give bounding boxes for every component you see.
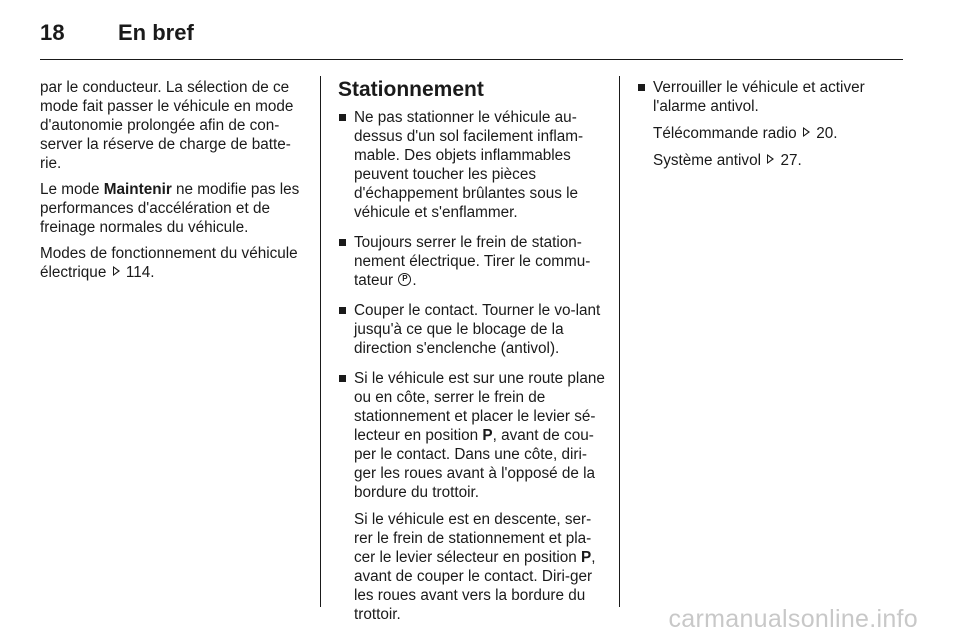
reference-arrow-icon bbox=[803, 127, 810, 137]
reference-antitheft bbox=[653, 151, 899, 170]
header-rule bbox=[40, 59, 903, 60]
column-right bbox=[637, 78, 899, 178]
list-item bbox=[338, 369, 606, 624]
list-item-text: Couper le contact. Tourner le vo-lant jusqu'à ce que le blocage de la direction s'enclenche (antivol). bbox=[354, 302, 601, 357]
section-heading: Stationnement bbox=[338, 78, 484, 101]
list-item bbox=[338, 301, 606, 358]
reference-remote bbox=[653, 124, 899, 143]
position-letter: P bbox=[482, 427, 493, 444]
reference-arrow-icon bbox=[767, 154, 774, 164]
text: , avant de cou-per le contact. Dans une côte, diri-ger les roues avant à l'opposé de la bordure du trottoir. bbox=[354, 427, 596, 501]
page-title: En bref bbox=[118, 20, 194, 45]
bullet-square-icon bbox=[339, 239, 346, 246]
text: . bbox=[412, 272, 417, 289]
list-item-text: Verrouiller le véhicule et activer l'alarme antivol. bbox=[653, 79, 865, 115]
bullet-square-icon bbox=[638, 84, 645, 91]
list-item bbox=[338, 233, 606, 290]
paragraph-modes-reference bbox=[40, 244, 306, 282]
bullet-square-icon bbox=[339, 375, 346, 382]
reference-text: Système antivol bbox=[653, 152, 761, 169]
reference-text: Modes de fonctionnement du véhicule électrique bbox=[40, 245, 298, 281]
text: Si le véhicule est sur une route plane ou en côte, serrer le frein de stationnement et placer le levier sé-lecteur en position bbox=[354, 370, 605, 444]
position-letter: P bbox=[581, 549, 592, 566]
column-middle bbox=[338, 78, 606, 635]
bullet-list-antivol bbox=[637, 78, 899, 116]
list-item bbox=[338, 108, 606, 222]
paragraph-autonomie: par le conducteur. La sélection de ce mode fait passer le véhicule en mode d'autonomie prolongée afin de con-server la réserve de charge de batte-rie. bbox=[40, 79, 294, 172]
reference-page[interactable]: 27. bbox=[780, 152, 802, 169]
column-divider-left bbox=[320, 76, 321, 607]
bullet-list-stationnement bbox=[338, 108, 606, 624]
reference-text: Télécommande radio bbox=[653, 125, 797, 142]
reference-page[interactable]: 114. bbox=[125, 264, 155, 281]
list-item-paragraph bbox=[354, 369, 606, 502]
parking-brake-switch-icon bbox=[398, 273, 411, 286]
reference-page[interactable]: 20. bbox=[816, 125, 838, 142]
text: ne modifie pas les performances d'accélération et de freinage normales du véhicule. bbox=[40, 181, 300, 236]
text: Le mode bbox=[40, 181, 104, 198]
reference-arrow-icon bbox=[113, 266, 120, 276]
text: Si le véhicule est en descente, ser-rer le frein de stationnement et pla-cer le levier sélecteur en position bbox=[354, 511, 592, 566]
list-item-paragraph bbox=[354, 510, 606, 624]
watermark: carmanualsonline.info bbox=[668, 605, 918, 633]
list-item-text: Toujours serrer le frein de station-nement électrique. Tirer le commu-tateur bbox=[354, 234, 591, 289]
column-left bbox=[40, 78, 306, 289]
list-item bbox=[637, 78, 899, 116]
column-divider-right bbox=[619, 76, 620, 607]
bullet-square-icon bbox=[339, 307, 346, 314]
bullet-square-icon bbox=[339, 114, 346, 121]
mode-name: Maintenir bbox=[103, 181, 172, 198]
page-number: 18 bbox=[40, 20, 65, 45]
text: , avant de couper le contact. Diri-ger les roues avant vers la bordure du trottoir. bbox=[354, 549, 596, 623]
paragraph-maintenir bbox=[40, 180, 306, 237]
list-item-text: Ne pas stationner le véhicule au-dessus d'un sol facilement inflam-mable. Des objets inflammables peuvent toucher les pièces d'échappement brûlantes sous le véhicule et s'enflammer. bbox=[354, 109, 584, 221]
